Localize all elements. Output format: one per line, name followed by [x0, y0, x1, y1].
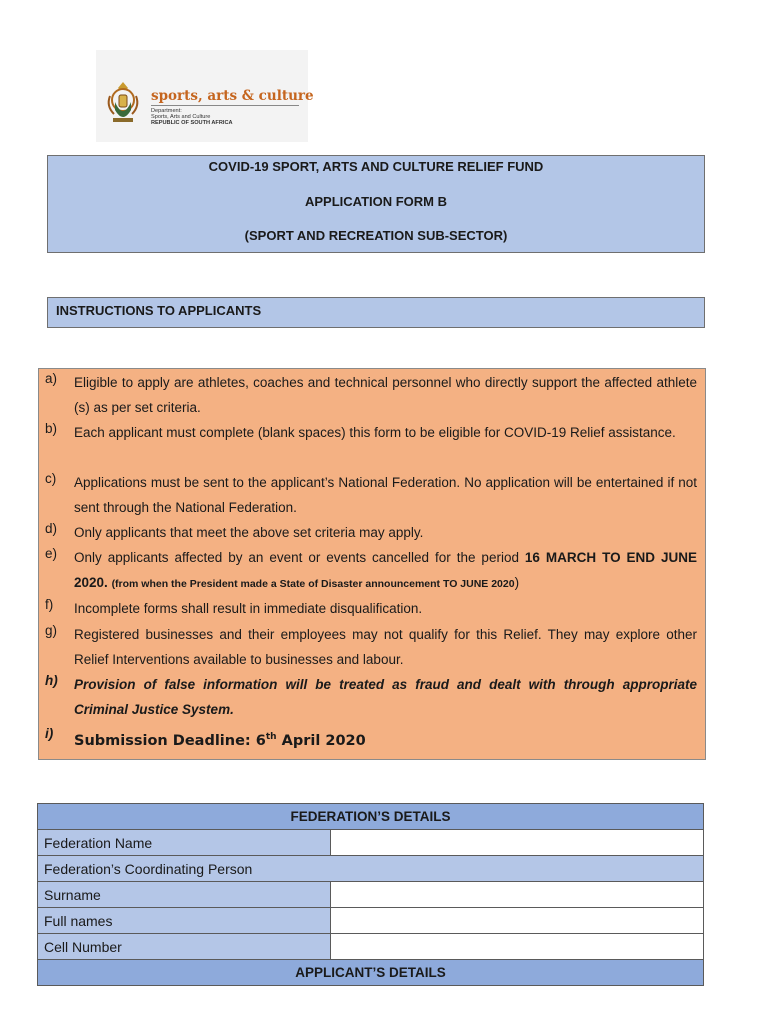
instruction-label: b) — [45, 421, 58, 436]
logo-department-label: Department: — [151, 108, 182, 114]
federation-details-table — [37, 803, 704, 986]
instruction-text-part: Only applicants affected by an event or events cancelled for the period — [74, 550, 525, 565]
logo-country: REPUBLIC OF SOUTH AFRICA — [151, 120, 233, 126]
form-title: APPLICATION FORM B — [304, 194, 448, 209]
table-row — [38, 856, 704, 882]
punctuation: . — [104, 575, 112, 590]
table-row — [38, 934, 704, 960]
full-names-label: Full names — [38, 908, 331, 934]
instruction-text: Registered businesses and their employees may not qualify for this Relief. They may explore other Relief Interventions available to businesses and labour. — [74, 627, 697, 667]
full-names-field[interactable] — [331, 908, 704, 934]
instruction-text: Provision of false information will be treated as fraud and dealt with through appropriate Criminal Justice System. — [74, 677, 697, 717]
punctuation: ) — [514, 575, 520, 590]
cell-number-field[interactable] — [331, 934, 704, 960]
sub-sector-title: (SPORT AND RECREATION SUB-SECTOR) — [244, 228, 508, 243]
applicant-details-heading: APPLICANT’S DETAILS — [38, 960, 704, 986]
table-row — [38, 804, 704, 830]
federation-details-heading: FEDERATION’S DETAILS — [38, 804, 704, 830]
instruction-label: g) — [45, 623, 58, 638]
coat-of-arms-icon — [104, 80, 142, 126]
instruction-label: d) — [45, 521, 58, 536]
federation-name-label: Federation Name — [38, 830, 331, 856]
disaster-period-note: (from when the President made a State of Disaster announcement TO JUNE 2020 — [111, 578, 515, 590]
instruction-label: c) — [45, 471, 57, 486]
instructions-title: INSTRUCTIONS TO APPLICANTS — [56, 303, 262, 318]
cell-number-label: Cell Number — [38, 934, 331, 960]
coordinating-person-label: Federation’s Coordinating Person — [38, 856, 704, 882]
instruction-label: a) — [45, 371, 58, 386]
instruction-text: Applications must be sent to the applicant’s National Federation. No application will be entertained if not sent through the National Federation. — [74, 475, 697, 515]
instruction-label: f) — [45, 597, 54, 612]
instruction-text: Only applicants that meet the above set criteria may apply. — [74, 525, 424, 540]
table-row — [38, 882, 704, 908]
instruction-text: Eligible to apply are athletes, coaches and technical personnel who directly support the affected athlete (s) as per set criteria. — [74, 375, 697, 415]
instructions-panel — [38, 368, 706, 760]
table-row — [38, 830, 704, 856]
logo-divider — [151, 105, 299, 106]
form-title-box — [47, 155, 705, 253]
instruction-text: Each applicant must complete (blank spaces) this form to be eligible for COVID-19 Relief assistance. — [74, 425, 676, 440]
instruction-text: Incomplete forms shall result in immediate disqualification. — [74, 601, 423, 616]
submission-deadline — [74, 725, 697, 754]
date-range-emphasis: 16 MARCH TO END JUNE 2020 — [74, 550, 698, 590]
surname-label: Surname — [38, 882, 331, 908]
deadline-text: April 2020 — [276, 732, 366, 749]
table-row — [38, 960, 704, 986]
table-row — [38, 908, 704, 934]
logo-title: sports, arts & culture — [151, 88, 314, 104]
instruction-label: h) — [45, 673, 58, 688]
federation-name-field[interactable] — [331, 830, 704, 856]
instruction-label: e) — [45, 546, 58, 561]
instructions-header — [47, 297, 705, 328]
fund-title: COVID-19 SPORT, ARTS AND CULTURE RELIEF FUND — [208, 159, 544, 174]
ordinal-suffix: th — [265, 732, 277, 742]
instruction-text — [74, 545, 697, 597]
surname-field[interactable] — [331, 882, 704, 908]
logo-department-name: Sports, Arts and Culture — [151, 114, 211, 120]
instruction-label: i) — [45, 726, 54, 741]
department-logo — [96, 50, 314, 142]
deadline-text: Submission Deadline: 6 — [74, 732, 266, 749]
